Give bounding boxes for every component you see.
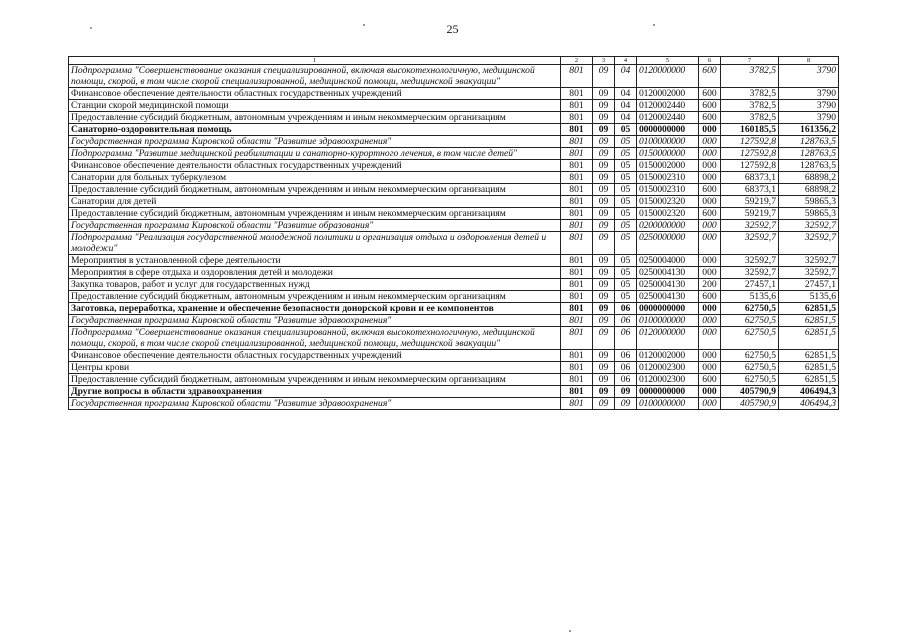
expense-type-code-cell: 000 <box>699 362 721 374</box>
section-code-cell: 09 <box>593 124 615 136</box>
table-row <box>69 386 839 398</box>
ministry-code-cell: 801 <box>561 136 593 148</box>
name-cell: Предоставление субсидий бюджетным, автономным учреждениям и иным некоммерческим организациям <box>69 112 561 124</box>
subsection-code-cell: 05 <box>615 279 637 291</box>
amount-2022-cell: 62851,5 <box>779 327 839 350</box>
amount-2022-cell: 161356,2 <box>779 124 839 136</box>
table-row <box>69 100 839 112</box>
amount-2021-cell: 32592,7 <box>721 255 779 267</box>
amount-2022-cell: 3790 <box>779 112 839 124</box>
name-cell: Предоставление субсидий бюджетным, автономным учреждениям и иным некоммерческим организациям <box>69 291 561 303</box>
header-row <box>69 57 839 65</box>
target-code-cell: 0250004130 <box>637 291 699 303</box>
name-cell: Подпрограмма "Совершенствование оказания специализированной, включая высокотехнологичную, медицинской помощи, скорой, в том числе скорой специализированной, медицинской помощи, медицинской эвакуации" <box>69 327 561 350</box>
subsection-code-cell: 05 <box>615 220 637 232</box>
scan-speck <box>90 27 92 29</box>
page-number: 25 <box>446 22 459 36</box>
amount-2021-cell: 3782,5 <box>721 65 779 88</box>
name-cell: Предоставление субсидий бюджетным, автономным учреждениям и иным некоммерческим организациям <box>69 374 561 386</box>
budget-table <box>68 56 839 410</box>
amount-2021-cell: 62750,5 <box>721 303 779 315</box>
amount-2021-cell: 68373,1 <box>721 184 779 196</box>
table-row <box>69 148 839 160</box>
table-row <box>69 350 839 362</box>
section-code-cell: 09 <box>593 232 615 255</box>
name-cell: Государственная программа Кировской области "Развитие образования" <box>69 220 561 232</box>
name-cell: Финансовое обеспечение деятельности областных государственных учреждений <box>69 350 561 362</box>
amount-2021-cell: 127592,8 <box>721 136 779 148</box>
section-code-cell: 09 <box>593 279 615 291</box>
target-code-cell: 0100000000 <box>637 315 699 327</box>
subsection-code-cell: 04 <box>615 65 637 88</box>
ministry-code-cell: 801 <box>561 315 593 327</box>
subsection-code-cell: 06 <box>615 303 637 315</box>
amount-2022-cell: 62851,5 <box>779 374 839 386</box>
expense-type-code-cell: 000 <box>699 220 721 232</box>
amount-2021-cell: 405790,9 <box>721 398 779 410</box>
table-row <box>69 362 839 374</box>
name-cell: Финансовое обеспечение деятельности областных государственных учреждений <box>69 88 561 100</box>
subsection-code-cell: 04 <box>615 100 637 112</box>
amount-2022-cell: 32592,7 <box>779 232 839 255</box>
section-code-cell: 09 <box>593 350 615 362</box>
amount-2022-cell: 62851,5 <box>779 303 839 315</box>
expense-type-code-cell: 600 <box>699 88 721 100</box>
expense-type-code-cell: 600 <box>699 100 721 112</box>
table-row <box>69 208 839 220</box>
section-code-cell: 09 <box>593 291 615 303</box>
header-cell: 6 <box>699 57 721 65</box>
expense-type-code-cell: 600 <box>699 184 721 196</box>
target-code-cell: 0250004000 <box>637 255 699 267</box>
name-cell: Государственная программа Кировской области "Развитие здравоохранения" <box>69 398 561 410</box>
amount-2021-cell: 405790,9 <box>721 386 779 398</box>
expense-type-code-cell: 000 <box>699 196 721 208</box>
target-code-cell: 0120000000 <box>637 65 699 88</box>
amount-2022-cell: 3790 <box>779 88 839 100</box>
target-code-cell: 0200000000 <box>637 220 699 232</box>
subsection-code-cell: 06 <box>615 374 637 386</box>
amount-2022-cell: 5135,6 <box>779 291 839 303</box>
ministry-code-cell: 801 <box>561 350 593 362</box>
section-code-cell: 09 <box>593 160 615 172</box>
amount-2021-cell: 62750,5 <box>721 350 779 362</box>
scan-speck <box>653 24 655 26</box>
amount-2021-cell: 160185,5 <box>721 124 779 136</box>
target-code-cell: 0120002300 <box>637 374 699 386</box>
subsection-code-cell: 06 <box>615 327 637 350</box>
table-row <box>69 374 839 386</box>
table-row <box>69 255 839 267</box>
target-code-cell: 0000000000 <box>637 124 699 136</box>
amount-2021-cell: 62750,5 <box>721 315 779 327</box>
subsection-code-cell: 05 <box>615 184 637 196</box>
amount-2022-cell: 128763,5 <box>779 136 839 148</box>
expense-type-code-cell: 000 <box>699 136 721 148</box>
expense-type-code-cell: 600 <box>699 208 721 220</box>
name-cell: Финансовое обеспечение деятельности областных государственных учреждений <box>69 160 561 172</box>
table-row <box>69 398 839 410</box>
name-cell: Подпрограмма "Совершенствование оказания специализированной, включая высокотехнологичную, медицинской помощи, скорой, в том числе скорой специализированной, медицинской помощи, медицинской эвакуации" <box>69 65 561 88</box>
expense-type-code-cell: 600 <box>699 374 721 386</box>
amount-2022-cell: 62851,5 <box>779 350 839 362</box>
target-code-cell: 0100000000 <box>637 136 699 148</box>
scan-speck <box>569 630 571 632</box>
scan-speck <box>363 24 365 26</box>
table-row <box>69 172 839 184</box>
section-code-cell: 09 <box>593 184 615 196</box>
target-code-cell: 0150002320 <box>637 208 699 220</box>
header-cell: 8 <box>779 57 839 65</box>
target-code-cell: 0120000000 <box>637 327 699 350</box>
amount-2021-cell: 62750,5 <box>721 327 779 350</box>
amount-2022-cell: 62851,5 <box>779 315 839 327</box>
expense-type-code-cell: 000 <box>699 398 721 410</box>
expense-type-code-cell: 000 <box>699 172 721 184</box>
ministry-code-cell: 801 <box>561 267 593 279</box>
expense-type-code-cell: 200 <box>699 279 721 291</box>
target-code-cell: 0250000000 <box>637 232 699 255</box>
expense-type-code-cell: 000 <box>699 255 721 267</box>
subsection-code-cell: 05 <box>615 172 637 184</box>
header-cell: 7 <box>721 57 779 65</box>
target-code-cell: 0150000000 <box>637 148 699 160</box>
section-code-cell: 09 <box>593 220 615 232</box>
target-code-cell: 0150002310 <box>637 184 699 196</box>
table-row <box>69 291 839 303</box>
target-code-cell: 0120002000 <box>637 88 699 100</box>
amount-2022-cell: 32592,7 <box>779 255 839 267</box>
amount-2022-cell: 68898,2 <box>779 172 839 184</box>
name-cell: Предоставление субсидий бюджетным, автономным учреждениям и иным некоммерческим организациям <box>69 184 561 196</box>
target-code-cell: 0150002000 <box>637 160 699 172</box>
header-cell: 4 <box>615 57 637 65</box>
amount-2022-cell: 59865,3 <box>779 196 839 208</box>
expense-type-code-cell: 000 <box>699 315 721 327</box>
ministry-code-cell: 801 <box>561 303 593 315</box>
amount-2022-cell: 59865,3 <box>779 208 839 220</box>
ministry-code-cell: 801 <box>561 374 593 386</box>
name-cell: Другие вопросы в области здравоохранения <box>69 386 561 398</box>
table-row <box>69 315 839 327</box>
subsection-code-cell: 09 <box>615 386 637 398</box>
target-code-cell: 0150002310 <box>637 172 699 184</box>
amount-2022-cell: 32592,7 <box>779 220 839 232</box>
ministry-code-cell: 801 <box>561 327 593 350</box>
name-cell: Санатории для детей <box>69 196 561 208</box>
section-code-cell: 09 <box>593 148 615 160</box>
table-row <box>69 267 839 279</box>
table-row <box>69 303 839 315</box>
ministry-code-cell: 801 <box>561 100 593 112</box>
ministry-code-cell: 801 <box>561 362 593 374</box>
name-cell: Станции скорой медицинской помощи <box>69 100 561 112</box>
expense-type-code-cell: 000 <box>699 232 721 255</box>
section-code-cell: 09 <box>593 196 615 208</box>
amount-2021-cell: 127592,8 <box>721 148 779 160</box>
expense-type-code-cell: 000 <box>699 303 721 315</box>
subsection-code-cell: 05 <box>615 255 637 267</box>
ministry-code-cell: 801 <box>561 184 593 196</box>
target-code-cell: 0000000000 <box>637 303 699 315</box>
section-code-cell: 09 <box>593 208 615 220</box>
expense-type-code-cell: 000 <box>699 267 721 279</box>
section-code-cell: 09 <box>593 386 615 398</box>
ministry-code-cell: 801 <box>561 124 593 136</box>
table-row <box>69 160 839 172</box>
section-code-cell: 09 <box>593 303 615 315</box>
expense-type-code-cell: 000 <box>699 148 721 160</box>
amount-2021-cell: 68373,1 <box>721 172 779 184</box>
subsection-code-cell: 06 <box>615 362 637 374</box>
name-cell: Заготовка, переработка, хранение и обеспечение безопасности донорской крови и ее компонентов <box>69 303 561 315</box>
subsection-code-cell: 05 <box>615 208 637 220</box>
amount-2021-cell: 5135,6 <box>721 291 779 303</box>
subsection-code-cell: 04 <box>615 88 637 100</box>
amount-2021-cell: 62750,5 <box>721 374 779 386</box>
section-code-cell: 09 <box>593 136 615 148</box>
amount-2021-cell: 59219,7 <box>721 196 779 208</box>
subsection-code-cell: 05 <box>615 124 637 136</box>
ministry-code-cell: 801 <box>561 208 593 220</box>
table-row <box>69 124 839 136</box>
amount-2021-cell: 3782,5 <box>721 100 779 112</box>
amount-2021-cell: 32592,7 <box>721 220 779 232</box>
amount-2022-cell: 62851,5 <box>779 362 839 374</box>
target-code-cell: 0100000000 <box>637 398 699 410</box>
section-code-cell: 09 <box>593 65 615 88</box>
ministry-code-cell: 801 <box>561 196 593 208</box>
target-code-cell: 0120002300 <box>637 362 699 374</box>
target-code-cell: 0120002440 <box>637 112 699 124</box>
section-code-cell: 09 <box>593 315 615 327</box>
expense-type-code-cell: 000 <box>699 350 721 362</box>
section-code-cell: 09 <box>593 267 615 279</box>
amount-2021-cell: 32592,7 <box>721 232 779 255</box>
section-code-cell: 09 <box>593 112 615 124</box>
expense-type-code-cell: 000 <box>699 386 721 398</box>
table-row <box>69 184 839 196</box>
section-code-cell: 09 <box>593 255 615 267</box>
subsection-code-cell: 06 <box>615 315 637 327</box>
amount-2021-cell: 27457,1 <box>721 279 779 291</box>
section-code-cell: 09 <box>593 362 615 374</box>
ministry-code-cell: 801 <box>561 279 593 291</box>
ministry-code-cell: 801 <box>561 232 593 255</box>
expense-type-code-cell: 600 <box>699 65 721 88</box>
ministry-code-cell: 801 <box>561 148 593 160</box>
target-code-cell: 0120002000 <box>637 350 699 362</box>
ministry-code-cell: 801 <box>561 112 593 124</box>
header-cell: 5 <box>637 57 699 65</box>
subsection-code-cell: 05 <box>615 291 637 303</box>
table-row <box>69 88 839 100</box>
target-code-cell: 0120002440 <box>637 100 699 112</box>
table-row <box>69 232 839 255</box>
name-cell: Мероприятия в сфере отдыха и оздоровления детей и молодежи <box>69 267 561 279</box>
subsection-code-cell: 05 <box>615 148 637 160</box>
name-cell: Предоставление субсидий бюджетным, автономным учреждениям и иным некоммерческим организациям <box>69 208 561 220</box>
section-code-cell: 09 <box>593 327 615 350</box>
name-cell: Закупка товаров, работ и услуг для государственных нужд <box>69 279 561 291</box>
ministry-code-cell: 801 <box>561 386 593 398</box>
amount-2022-cell: 27457,1 <box>779 279 839 291</box>
ministry-code-cell: 801 <box>561 160 593 172</box>
table-row <box>69 279 839 291</box>
subsection-code-cell: 04 <box>615 112 637 124</box>
table-row <box>69 327 839 350</box>
name-cell: Санатории для больных туберкулезом <box>69 172 561 184</box>
amount-2021-cell: 127592,8 <box>721 160 779 172</box>
subsection-code-cell: 05 <box>615 267 637 279</box>
subsection-code-cell: 09 <box>615 398 637 410</box>
target-code-cell: 0250004130 <box>637 279 699 291</box>
subsection-code-cell: 06 <box>615 350 637 362</box>
amount-2022-cell: 406494,3 <box>779 386 839 398</box>
amount-2021-cell: 3782,5 <box>721 112 779 124</box>
name-cell: Государственная программа Кировской области "Развитие здравоохранения" <box>69 315 561 327</box>
table-row <box>69 65 839 88</box>
name-cell: Санаторно-оздоровительная помощь <box>69 124 561 136</box>
table-row <box>69 196 839 208</box>
target-code-cell: 0150002320 <box>637 196 699 208</box>
section-code-cell: 09 <box>593 100 615 112</box>
name-cell: Подпрограмма "Развитие медицинской реабилитации и санаторно-курортного лечения, в том числе детей" <box>69 148 561 160</box>
ministry-code-cell: 801 <box>561 398 593 410</box>
name-cell: Мероприятия в установленной сфере деятельности <box>69 255 561 267</box>
subsection-code-cell: 05 <box>615 160 637 172</box>
section-code-cell: 09 <box>593 374 615 386</box>
amount-2021-cell: 3782,5 <box>721 88 779 100</box>
table-row <box>69 112 839 124</box>
name-cell: Подпрограмма "Реализация государственной молодежной политики и организация отдыха и оздоровления детей и молодежи" <box>69 232 561 255</box>
amount-2021-cell: 59219,7 <box>721 208 779 220</box>
name-cell: Центры крови <box>69 362 561 374</box>
header-cell: 2 <box>561 57 593 65</box>
section-code-cell: 09 <box>593 398 615 410</box>
table-row <box>69 136 839 148</box>
table-row <box>69 220 839 232</box>
header-cell: 3 <box>593 57 615 65</box>
target-code-cell: 0000000000 <box>637 386 699 398</box>
ministry-code-cell: 801 <box>561 172 593 184</box>
ministry-code-cell: 801 <box>561 220 593 232</box>
header-cell: 1 <box>69 57 561 65</box>
expense-type-code-cell: 000 <box>699 124 721 136</box>
amount-2021-cell: 62750,5 <box>721 362 779 374</box>
section-code-cell: 09 <box>593 88 615 100</box>
ministry-code-cell: 801 <box>561 88 593 100</box>
expense-type-code-cell: 600 <box>699 291 721 303</box>
amount-2022-cell: 3790 <box>779 100 839 112</box>
expense-type-code-cell: 000 <box>699 160 721 172</box>
ministry-code-cell: 801 <box>561 255 593 267</box>
subsection-code-cell: 05 <box>615 196 637 208</box>
target-code-cell: 0250004130 <box>637 267 699 279</box>
amount-2022-cell: 128763,5 <box>779 160 839 172</box>
ministry-code-cell: 801 <box>561 65 593 88</box>
amount-2021-cell: 32592,7 <box>721 267 779 279</box>
expense-type-code-cell: 000 <box>699 327 721 350</box>
ministry-code-cell: 801 <box>561 291 593 303</box>
amount-2022-cell: 32592,7 <box>779 267 839 279</box>
expense-type-code-cell: 600 <box>699 112 721 124</box>
name-cell: Государственная программа Кировской области "Развитие здравоохранения" <box>69 136 561 148</box>
amount-2022-cell: 406494,3 <box>779 398 839 410</box>
section-code-cell: 09 <box>593 172 615 184</box>
subsection-code-cell: 05 <box>615 136 637 148</box>
amount-2022-cell: 3790 <box>779 65 839 88</box>
amount-2022-cell: 128763,5 <box>779 148 839 160</box>
subsection-code-cell: 05 <box>615 232 637 255</box>
amount-2022-cell: 68898,2 <box>779 184 839 196</box>
